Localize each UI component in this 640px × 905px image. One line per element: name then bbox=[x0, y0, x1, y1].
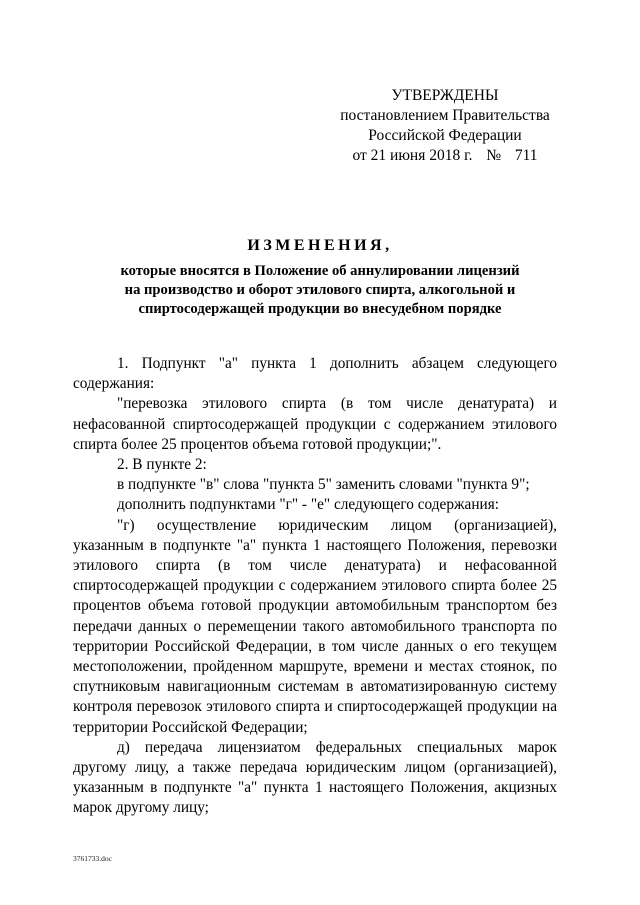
paragraph-quote-transport: "перевозка этилового спирта (в том числе денатурата) и нефасованной спиртосодержащей продукции с содержанием этилового спирта более 25 процентов объема готовой продукции;". bbox=[73, 395, 557, 453]
subtitle-line: на производство и оборот этилового спирта, алкогольной и bbox=[124, 282, 516, 298]
paragraph-item-2: 2. В пункте 2: bbox=[117, 456, 207, 474]
document-subtitle bbox=[100, 262, 540, 319]
subtitle-line: спиртосодержащей продукции во внесудебном порядке bbox=[138, 301, 502, 317]
paragraph-item-1: 1. Подпункт "а" пункта 1 дополнить абзацем следующего содержания: bbox=[73, 355, 557, 393]
number-sign: № bbox=[486, 147, 502, 164]
file-reference: 3761733.doc bbox=[73, 854, 112, 863]
decree-number: 711 bbox=[514, 147, 538, 164]
paragraph-subitem-v: в подпункте "в" слова "пункта 5" заменить словами "пункта 9"; bbox=[117, 476, 530, 494]
paragraph-add-subitems: дополнить подпунктами "г" - "е" следующего содержания: bbox=[117, 496, 499, 514]
document-title: ИЗМЕНЕНИЯ, bbox=[247, 237, 393, 254]
approved-heading: УТВЕРЖДЕНЫ bbox=[391, 87, 499, 104]
paragraph-subitem-d: д) передача лицензиатом федеральных специальных марок другому лицу, а также передача юридическим лицом (организацией), указанным в подпункте "а" пункта 1 настоящего Положения, акцизных марок другому лицу; bbox=[73, 738, 557, 817]
subtitle-line: которые вносятся в Положение об аннулировании лицензий bbox=[120, 263, 520, 279]
paragraph-subitem-g: "г) осуществление юридическим лицом (организацией), указанным в подпункте "а" пункта 1 настоящего Положения, перевозки этилового спирта (в том числе денатурата) и нефасованной спиртосодержащей продукции с содержанием этилового спирта более 25 процентов объема готовой продукции автомобильным транспортом без передачи данных о перемещении такого автомобильного транспорта по территории Российской Федерации, в том числе данных о его текущем местоположении, пройденном маршруте, времени и местах стоянок, по спутниковым навигационным системам в автоматизированную систему контроля перевозок этилового спирта и спиртосодержащей продукции на территории Российской Федерации; bbox=[73, 516, 557, 736]
approval-date-line bbox=[330, 146, 560, 166]
document-body bbox=[73, 354, 557, 819]
approval-line-country: Российской Федерации bbox=[368, 127, 522, 144]
approval-line-government: постановлением Правительства bbox=[340, 107, 550, 124]
approval-date: от 21 июня 2018 г. bbox=[352, 147, 473, 164]
approval-block bbox=[330, 86, 560, 166]
